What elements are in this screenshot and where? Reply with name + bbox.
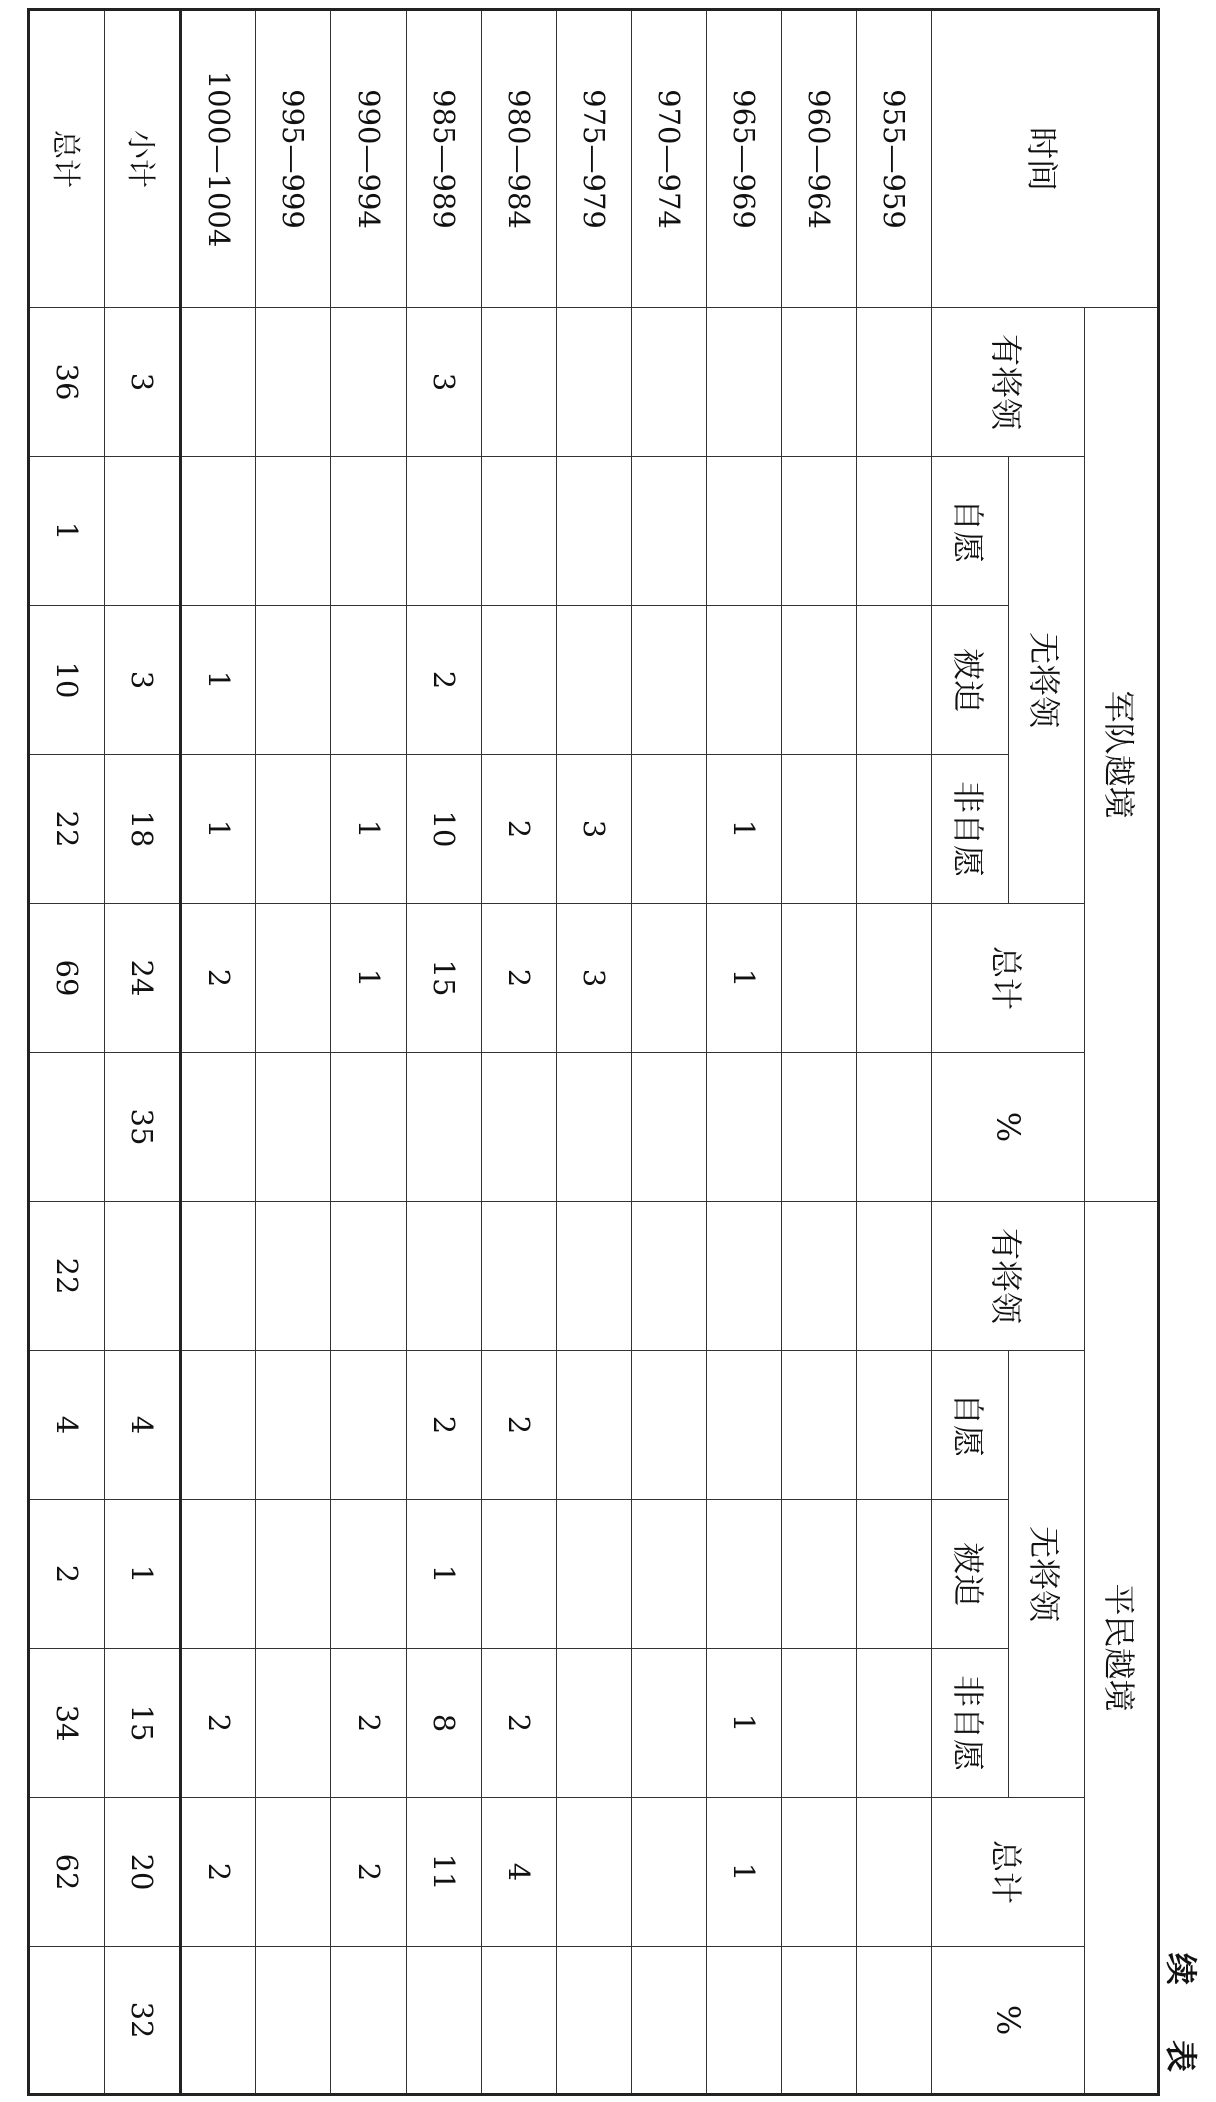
table-cell: [856, 1798, 931, 1947]
table-cell: 2: [331, 1798, 406, 1947]
header-military-percent: %: [932, 1053, 1085, 1202]
table-cell: [631, 308, 706, 457]
table-cell: [781, 457, 856, 606]
table-cell: 36: [29, 308, 105, 457]
table-cell: [406, 457, 481, 606]
table-cell: [856, 1500, 931, 1649]
table-cell: [181, 457, 256, 606]
table-cell: [181, 1202, 256, 1351]
table-cell: 11: [406, 1798, 481, 1947]
table-cell: 4: [29, 1351, 105, 1500]
table-cell: [856, 1649, 931, 1798]
table-body: [29, 10, 932, 2095]
table-cell: [256, 457, 331, 606]
table-cell: [781, 1947, 856, 2095]
table-cell: [706, 1351, 781, 1500]
table-cell: [29, 1053, 105, 1202]
table-cell: 20: [105, 1798, 181, 1947]
header-military-total: 总计: [932, 904, 1085, 1053]
table-cell: [631, 1500, 706, 1649]
table-cell: 1: [181, 606, 256, 755]
table-cell: 8: [406, 1649, 481, 1798]
table-cell: 22: [29, 1202, 105, 1351]
row-time-label: 总计: [29, 10, 105, 308]
row-time-label: 965—969: [706, 10, 781, 308]
row-time-label: 小计: [105, 10, 181, 308]
table-cell: [781, 308, 856, 457]
table-cell: [256, 606, 331, 755]
table-cell: 3: [406, 308, 481, 457]
table-cell: [556, 1202, 631, 1351]
row-time-label: 955—959: [856, 10, 931, 308]
table-cell: [481, 1947, 556, 2095]
table-cell: [556, 1649, 631, 1798]
header-civilian-without-general: 无将领: [1009, 1351, 1085, 1798]
table-cell: 2: [481, 1649, 556, 1798]
table-cell: [105, 457, 181, 606]
table-cell: [706, 457, 781, 606]
row-time-label: 975—979: [556, 10, 631, 308]
table-cell: [406, 1053, 481, 1202]
table-cell: [856, 904, 931, 1053]
table-cell: 3: [105, 606, 181, 755]
table-cell: 2: [181, 1798, 256, 1947]
table-cell: [706, 1202, 781, 1351]
table-cell: [256, 1053, 331, 1202]
table-row: [105, 10, 181, 2095]
table-cell: [256, 1351, 331, 1500]
table-cell: 1: [706, 1798, 781, 1947]
table-cell: [331, 457, 406, 606]
table-cell: [406, 1947, 481, 2095]
table-cell: [556, 308, 631, 457]
table-row: [856, 10, 931, 2095]
table-cell: [631, 1202, 706, 1351]
table-cell: [256, 308, 331, 457]
table-cell: 24: [105, 904, 181, 1053]
header-civilian-voluntary: 自愿: [932, 1351, 1009, 1500]
table-cell: 62: [29, 1798, 105, 1947]
header-military: 军队越境: [1085, 308, 1159, 1202]
table-cell: 4: [105, 1351, 181, 1500]
row-time-label: 985—989: [406, 10, 481, 308]
table-cell: [256, 904, 331, 1053]
table-cell: [781, 1798, 856, 1947]
row-time-label: 960—964: [781, 10, 856, 308]
table-cell: [256, 1202, 331, 1351]
table-cell: 22: [29, 755, 105, 904]
table-cell: 2: [181, 1649, 256, 1798]
row-time-label: 1000—1004: [181, 10, 256, 308]
table-cell: 2: [481, 755, 556, 904]
table-cell: [256, 1649, 331, 1798]
table-cell: [631, 1053, 706, 1202]
table-cell: [556, 1351, 631, 1500]
table-cell: 35: [105, 1053, 181, 1202]
row-time-label: 990—994: [331, 10, 406, 308]
table-cell: [631, 457, 706, 606]
header-civilian-forced: 被迫: [932, 1500, 1009, 1649]
table-cell: [706, 1500, 781, 1649]
table-cell: 18: [105, 755, 181, 904]
table-cell: [556, 1798, 631, 1947]
table-cell: 1: [105, 1500, 181, 1649]
table-cell: [781, 1202, 856, 1351]
table-cell: [556, 606, 631, 755]
table-row: [406, 10, 481, 2095]
table-cell: [631, 1649, 706, 1798]
table-cell: [706, 308, 781, 457]
table-cell: [331, 1351, 406, 1500]
table-cell: 2: [181, 904, 256, 1053]
table-cell: [481, 308, 556, 457]
table-cell: [556, 1500, 631, 1649]
table-cell: 15: [406, 904, 481, 1053]
table-cell: [631, 1947, 706, 2095]
table-cell: [331, 1947, 406, 2095]
table-cell: [856, 1947, 931, 2095]
table-cell: [781, 904, 856, 1053]
table-cell: 2: [406, 606, 481, 755]
table-cell: [256, 1798, 331, 1947]
table-cell: [481, 1202, 556, 1351]
table-row: [331, 10, 406, 2095]
table-cell: 15: [105, 1649, 181, 1798]
table-cell: [856, 1351, 931, 1500]
table-cell: 1: [29, 457, 105, 606]
table-cell: 2: [331, 1649, 406, 1798]
table-cell: [481, 457, 556, 606]
table-cell: [631, 755, 706, 904]
table-cell: [781, 1053, 856, 1202]
table-cell: 32: [105, 1947, 181, 2095]
table-cell: [556, 1053, 631, 1202]
table-cell: [781, 1500, 856, 1649]
table-cell: [331, 1500, 406, 1649]
table-cell: [181, 1053, 256, 1202]
table-cell: [856, 457, 931, 606]
header-military-without-general: 无将领: [1009, 457, 1085, 904]
table-cell: 2: [29, 1500, 105, 1649]
row-time-label: 980—984: [481, 10, 556, 308]
table-cell: [781, 606, 856, 755]
table-cell: [181, 1500, 256, 1649]
table-row: [481, 10, 556, 2095]
table-cell: [256, 1947, 331, 2095]
table-row: [706, 10, 781, 2095]
table-cell: [781, 755, 856, 904]
table-cell: 1: [706, 755, 781, 904]
table-row: [556, 10, 631, 2095]
table-cell: [631, 606, 706, 755]
table-cell: 4: [481, 1798, 556, 1947]
table-cell: [481, 1500, 556, 1649]
table-cell: [331, 1202, 406, 1351]
continued-label: 续 表: [1162, 1952, 1200, 2094]
table-cell: 1: [181, 755, 256, 904]
table-cell: 1: [406, 1500, 481, 1649]
table-cell: 3: [556, 904, 631, 1053]
table-row: [631, 10, 706, 2095]
table-row: [181, 10, 256, 2095]
table-cell: [181, 308, 256, 457]
header-military-voluntary: 自愿: [932, 457, 1009, 606]
table-cell: 2: [406, 1351, 481, 1500]
border-crossing-table: [27, 8, 1160, 2096]
header-civilian-non-voluntary: 非自愿: [932, 1649, 1009, 1798]
table-cell: [856, 1202, 931, 1351]
table-row: [256, 10, 331, 2095]
header-civilian-with-general: 有将领: [932, 1202, 1085, 1351]
table-cell: 3: [105, 308, 181, 457]
table-cell: 1: [331, 904, 406, 1053]
table-cell: [781, 1351, 856, 1500]
table-row: [29, 10, 105, 2095]
table-cell: [331, 308, 406, 457]
header-time: 时间: [932, 10, 1159, 308]
table-cell: 3: [556, 755, 631, 904]
header-civilian-percent: %: [932, 1947, 1085, 2095]
table-cell: [29, 1947, 105, 2095]
table-cell: [181, 1351, 256, 1500]
table-row: [781, 10, 856, 2095]
table-cell: [856, 606, 931, 755]
row-time-label: 995—999: [256, 10, 331, 308]
table-cell: [556, 1947, 631, 2095]
table-cell: [181, 1947, 256, 2095]
table-cell: [781, 1649, 856, 1798]
table-cell: [256, 755, 331, 904]
table-cell: [631, 1798, 706, 1947]
table-cell: 10: [29, 606, 105, 755]
header-civilian: 平民越境: [1085, 1202, 1159, 2095]
table-cell: 69: [29, 904, 105, 1053]
table-cell: 34: [29, 1649, 105, 1798]
table-cell: [481, 1053, 556, 1202]
row-time-label: 970—974: [631, 10, 706, 308]
table-cell: [856, 308, 931, 457]
header-military-non-voluntary: 非自愿: [932, 755, 1009, 904]
table-cell: [331, 606, 406, 755]
header-military-with-general: 有将领: [932, 308, 1085, 457]
table-cell: [556, 457, 631, 606]
table-cell: [256, 1500, 331, 1649]
table-cell: [706, 1053, 781, 1202]
table-cell: [631, 1351, 706, 1500]
table-cell: [706, 606, 781, 755]
table-cell: [631, 904, 706, 1053]
table-cell: [331, 1053, 406, 1202]
table-cell: 1: [706, 904, 781, 1053]
table-cell: 2: [481, 904, 556, 1053]
table-cell: [856, 755, 931, 904]
table-cell: 1: [706, 1649, 781, 1798]
table-cell: [856, 1053, 931, 1202]
table-cell: [406, 1202, 481, 1351]
header-military-forced: 被迫: [932, 606, 1009, 755]
header-civilian-total: 总计: [932, 1798, 1085, 1947]
table-cell: [481, 606, 556, 755]
table-cell: 1: [331, 755, 406, 904]
table-cell: [706, 1947, 781, 2095]
table-cell: 2: [481, 1351, 556, 1500]
table-cell: [105, 1202, 181, 1351]
table-cell: 10: [406, 755, 481, 904]
